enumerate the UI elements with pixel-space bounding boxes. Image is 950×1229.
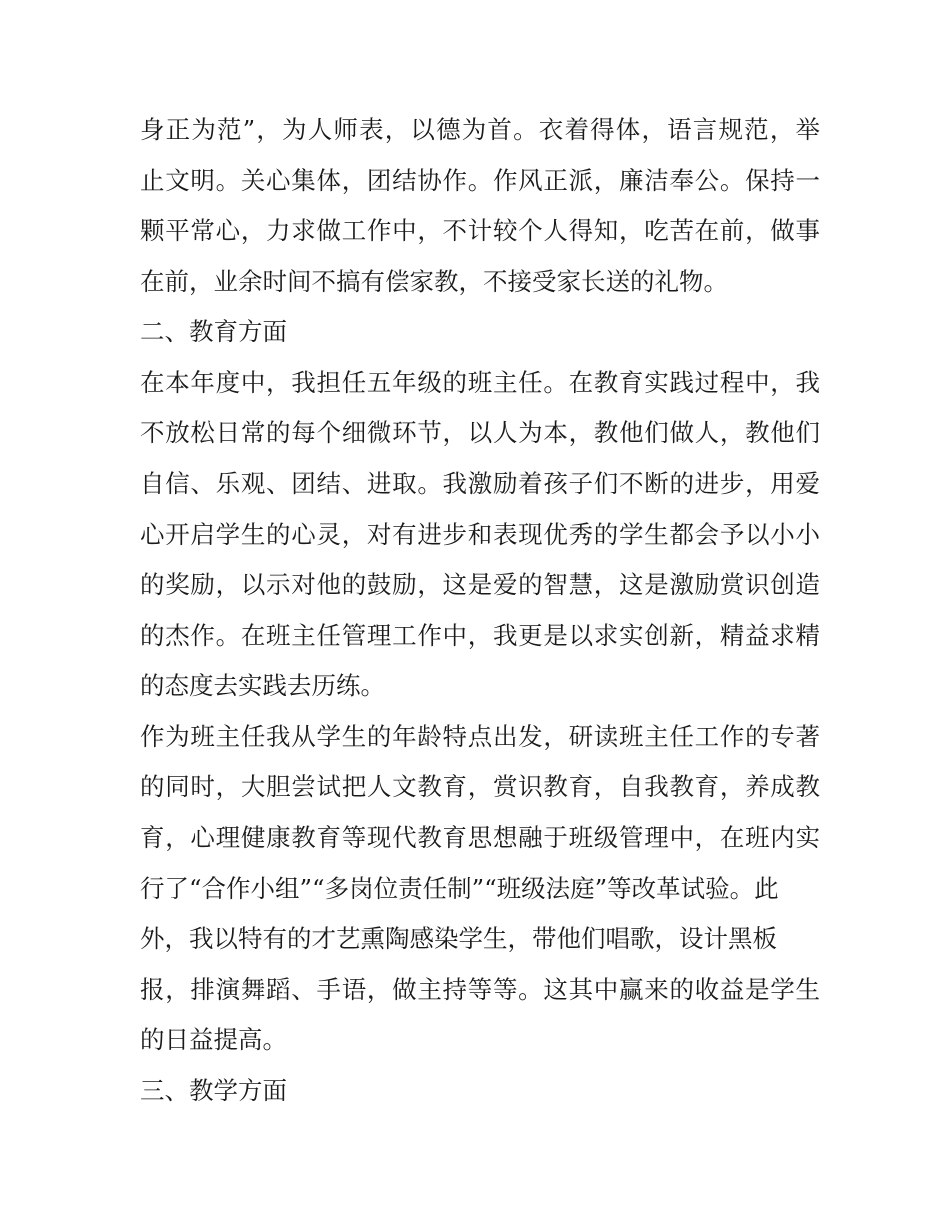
text-line: 不放松日常的每个细微环节，以人为本，教他们做人，教他们 xyxy=(140,418,820,447)
text-line: 育，心理健康教育等现代教育思想融于班级管理中，在班内实 xyxy=(140,823,820,852)
text-line: 的同时，大胆尝试把人文教育，赏识教育，自我教育，养成教 xyxy=(140,772,820,801)
text-line: 的态度去实践去历练。 xyxy=(140,671,385,700)
text-line: 身正为范”，为人师表，以德为首。衣着得体，语言规范，举 xyxy=(140,115,820,144)
text-line: 的日益提高。 xyxy=(140,1025,287,1054)
text-line: 的奖励，以示对他的鼓励，这是爱的智慧，这是激励赏识创造 xyxy=(140,570,820,599)
text-line: 的杰作。在班主任管理工作中，我更是以求实创新，精益求精 xyxy=(140,621,820,650)
text-line: 止文明。关心集体，团结协作。作风正派，廉洁奉公。保持一 xyxy=(140,166,820,195)
text-line: 报，排演舞蹈、手语，做主持等等。这其中赢来的收益是学生 xyxy=(140,975,820,1004)
text-line: 外，我以特有的才艺熏陶感染学生，带他们唱歌，设计黑板 xyxy=(140,924,777,953)
text-line: 在前，业余时间不搞有偿家教，不接受家长送的礼物。 xyxy=(140,267,728,296)
text-line: 颗平常心，力求做工作中，不计较个人得知，吃苦在前，做事 xyxy=(140,216,820,245)
text-line: 行了“合作小组”“多岗位责任制”“班级法庭”等改革试验。此 xyxy=(140,874,779,903)
section-heading: 三、教学方面 xyxy=(140,1076,287,1105)
text-line: 作为班主任我从学生的年龄特点出发，研读班主任工作的专著 xyxy=(140,722,820,751)
text-line: 在本年度中，我担任五年级的班主任。在教育实践过程中，我 xyxy=(140,368,820,397)
section-heading: 二、教育方面 xyxy=(140,317,287,346)
text-line: 自信、乐观、团结、进取。我激励着孩子们不断的进步，用爱 xyxy=(140,469,820,498)
text-line: 心开启学生的心灵，对有进步和表现优秀的学生都会予以小小 xyxy=(140,520,820,549)
